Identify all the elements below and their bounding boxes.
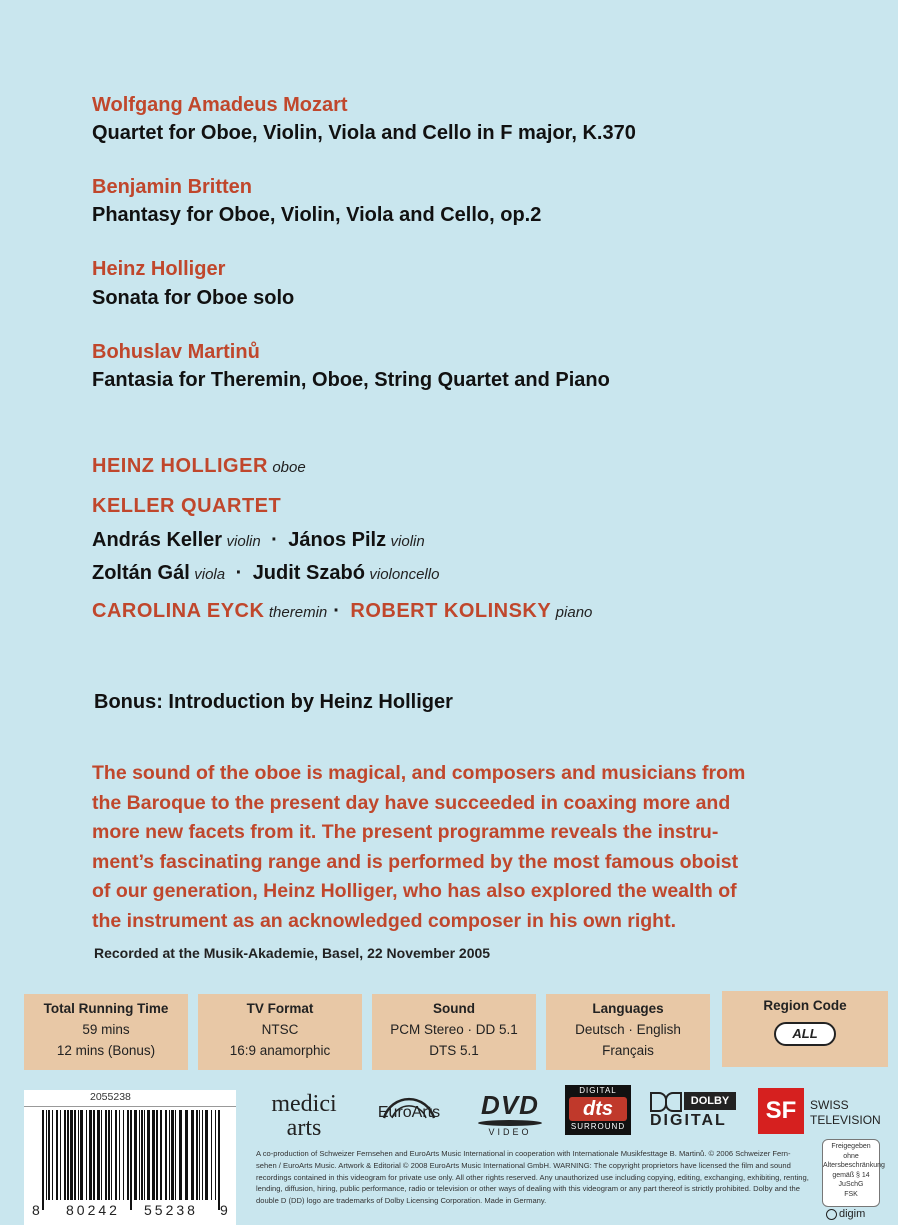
performer-instrument: violin bbox=[226, 533, 261, 550]
barcode-bar bbox=[108, 1110, 110, 1200]
medici-arts-logo bbox=[256, 1092, 352, 1140]
barcode-bar bbox=[191, 1110, 194, 1200]
composer-holliger: Heinz Holliger bbox=[92, 258, 226, 280]
barcode-bar bbox=[80, 1110, 83, 1200]
barcode-bar bbox=[147, 1110, 150, 1200]
legal-line: A co-production of Schweizer Fernsehen and EuroArts Music International in cooperation with Internationale Musikfesttage B. Martinů. © 2006 Schweizer Fern- bbox=[256, 1149, 791, 1158]
region-all-icon: ALL bbox=[774, 1022, 836, 1046]
digim-logo bbox=[826, 1208, 865, 1220]
barcode-bar bbox=[141, 1110, 143, 1200]
barcode-bar bbox=[218, 1110, 220, 1210]
barcode-bar bbox=[185, 1110, 188, 1200]
dvd-video-text: VIDEO bbox=[488, 1127, 532, 1137]
barcode-bar bbox=[97, 1110, 100, 1200]
performer-name: ROBERT KOLINSKY bbox=[350, 600, 552, 622]
info-box-line: Français bbox=[602, 1043, 654, 1058]
dolby-dd-icon bbox=[650, 1092, 682, 1112]
dolby-text: DOLBY bbox=[684, 1092, 736, 1110]
barcode-bar bbox=[74, 1110, 76, 1200]
sf-logo: SF bbox=[758, 1088, 804, 1134]
info-box-line: NTSC bbox=[261, 1022, 299, 1037]
barcode-bar bbox=[160, 1110, 162, 1200]
barcode-bar bbox=[119, 1110, 120, 1200]
info-box-running-time bbox=[24, 994, 188, 1070]
barcode-bar bbox=[169, 1110, 170, 1200]
composer-mozart: Wolfgang Amadeus Mozart bbox=[92, 94, 348, 116]
composer-martinu: Bohuslav Martinů bbox=[92, 341, 260, 363]
info-box-region-code bbox=[722, 991, 888, 1067]
work-holliger: Sonata for Oboe solo bbox=[92, 287, 295, 309]
barcode-bar bbox=[52, 1110, 53, 1200]
barcode-bar bbox=[215, 1110, 216, 1200]
barcode-bar bbox=[171, 1110, 174, 1200]
description-line: more new facets from it. The present programme reveals the instru- bbox=[92, 821, 719, 843]
barcode-bar bbox=[67, 1110, 69, 1200]
ensemble-name: KELLER QUARTET bbox=[92, 495, 282, 517]
performer-instrument: oboe bbox=[272, 459, 306, 476]
barcode-bar bbox=[78, 1110, 79, 1200]
info-box-line: PCM Stereo · DD 5.1 bbox=[390, 1022, 518, 1037]
barcode-bar bbox=[48, 1110, 50, 1200]
info-box-line: Deutsch · English bbox=[575, 1022, 681, 1037]
performer-line-holliger bbox=[92, 455, 306, 478]
dolby-digital-text: DIGITAL bbox=[650, 1112, 727, 1129]
dts-logo bbox=[565, 1085, 631, 1135]
digim-icon bbox=[826, 1209, 837, 1220]
dolby-digital-logo bbox=[650, 1092, 738, 1132]
barcode-bar bbox=[46, 1110, 47, 1200]
work-britten: Phantasy for Oboe, Violin, Viola and Cello, op.2 bbox=[92, 204, 542, 226]
info-box-title: Total Running Time bbox=[43, 1001, 169, 1016]
euroarts-logo bbox=[366, 1082, 452, 1142]
fsk-rating-badge bbox=[822, 1139, 885, 1207]
barcode-bar bbox=[144, 1110, 145, 1200]
barcode-bar bbox=[199, 1110, 200, 1200]
barcode-bar bbox=[56, 1110, 58, 1200]
fsk-line: JuSchG bbox=[838, 1181, 864, 1188]
separator: · bbox=[333, 600, 340, 622]
digim-text: digim bbox=[839, 1208, 866, 1220]
barcode-bar bbox=[196, 1110, 198, 1200]
description-line: The sound of the oboe is magical, and composers and musicians from bbox=[92, 762, 746, 784]
legal-line: double D (DD) logo are trademarks of Dolby Licensing Corporation. Made in Germany. bbox=[256, 1196, 547, 1206]
performer-name: Zoltán Gál bbox=[92, 562, 190, 584]
info-box-sound bbox=[372, 994, 536, 1070]
description-line: the instrument as an acknowledged composer in his own right. bbox=[92, 909, 677, 932]
barcode-bar bbox=[130, 1110, 132, 1210]
legal-line: lending, diffusion, hiring, public performance, radio or television or other ways of dealing with this videogram or any part thereof is strictly prohibited. Dolby and the bbox=[256, 1184, 800, 1194]
dvd-video-logo bbox=[470, 1090, 550, 1138]
barcode-bar bbox=[86, 1110, 87, 1200]
performer-name: János Pilz bbox=[288, 529, 387, 551]
performer-name: HEINZ HOLLIGER bbox=[92, 455, 268, 477]
dts-surround-text: SURROUND bbox=[570, 1122, 626, 1131]
legal-line: sehen / EuroArts Music. Artwork & Editorial © 2008 EuroArts Music International GmbH. WARNING: The copyright proprietors have licensed the film and sound bbox=[256, 1160, 791, 1170]
barcode-bar bbox=[127, 1110, 129, 1200]
barcode bbox=[24, 1090, 236, 1225]
composer-britten: Benjamin Britten bbox=[92, 176, 253, 198]
legal-line: recordings contained in this videogram for private use only. All other rights reserved. Any unauthorized use including copying, editing, exchanging, exhibiting, renting, bbox=[256, 1172, 809, 1182]
performer-instrument: violoncello bbox=[369, 566, 440, 583]
barcode-bar bbox=[89, 1110, 92, 1200]
performer-line-guests bbox=[92, 600, 592, 623]
barcode-bar bbox=[70, 1110, 73, 1200]
info-box-languages bbox=[546, 994, 710, 1070]
info-box-line: DTS 5.1 bbox=[429, 1043, 479, 1058]
performer-name: András Keller bbox=[92, 529, 223, 551]
barcode-digit-check: 9 bbox=[220, 1202, 228, 1218]
separator: · bbox=[271, 529, 278, 551]
barcode-bars bbox=[24, 1110, 236, 1210]
performer-name: CAROLINA EYCK bbox=[92, 600, 265, 622]
barcode-bar bbox=[93, 1110, 95, 1200]
barcode-digit-group-2: 55238 bbox=[144, 1202, 198, 1218]
info-box-title: Region Code bbox=[763, 998, 847, 1013]
performer-instrument: theremin bbox=[268, 604, 328, 621]
barcode-bar bbox=[205, 1110, 208, 1200]
fsk-line: Altersbeschränkung bbox=[823, 1162, 885, 1169]
barcode-bar bbox=[42, 1110, 44, 1210]
info-box-line: 16:9 anamorphic bbox=[229, 1043, 331, 1058]
barcode-bar bbox=[152, 1110, 155, 1200]
recording-note: Recorded at the Musik-Akademie, Basel, 22 November 2005 bbox=[94, 945, 491, 961]
description-line: the Baroque to the present day have succeeded in coaxing more and bbox=[92, 791, 731, 814]
barcode-bar bbox=[179, 1110, 182, 1200]
performer-instrument: piano bbox=[555, 604, 593, 621]
info-box-line: 59 mins bbox=[82, 1022, 130, 1037]
swiss-text: SWISS bbox=[810, 1098, 849, 1112]
television-text: TELEVISION bbox=[810, 1113, 881, 1127]
info-box-title: Languages bbox=[592, 1001, 664, 1016]
barcode-bar bbox=[156, 1110, 158, 1200]
euroarts-text: EuroArts bbox=[377, 1104, 441, 1121]
barcode-bar bbox=[175, 1110, 176, 1200]
arts-logo-text: arts bbox=[286, 1115, 322, 1141]
info-box-title: Sound bbox=[433, 1001, 475, 1016]
performer-name: Judit Szabó bbox=[252, 562, 365, 584]
work-martinu: Fantasia for Theremin, Oboe, String Quartet and Piano bbox=[92, 369, 610, 391]
medici-logo-text: medici bbox=[271, 1091, 337, 1117]
info-box-title: TV Format bbox=[246, 1001, 314, 1016]
info-box-tv-format bbox=[198, 994, 362, 1070]
barcode-bar bbox=[64, 1110, 66, 1200]
performer-line-viola-cello bbox=[92, 562, 439, 585]
barcode-bar bbox=[111, 1110, 112, 1200]
barcode-bar bbox=[211, 1110, 212, 1200]
barcode-digits bbox=[24, 1202, 236, 1222]
barcode-bar bbox=[165, 1110, 167, 1200]
barcode-bar bbox=[60, 1110, 61, 1200]
swiss-television-text bbox=[810, 1098, 881, 1128]
info-box-line: 12 mins (Bonus) bbox=[56, 1043, 156, 1058]
fsk-line: gemäß § 14 bbox=[832, 1171, 870, 1179]
description-line: of our generation, Heinz Holliger, who has also explored the wealth of bbox=[92, 880, 737, 902]
performer-line-violins bbox=[92, 529, 425, 552]
dts-text: dts bbox=[569, 1097, 627, 1121]
barcode-bar bbox=[123, 1110, 124, 1200]
barcode-bar bbox=[101, 1110, 102, 1200]
fsk-line: FSK bbox=[844, 1190, 858, 1198]
bonus-title: Bonus: Introduction by Heinz Holliger bbox=[94, 691, 453, 713]
dvd-text: DVD bbox=[481, 1090, 539, 1120]
barcode-bar bbox=[105, 1110, 107, 1200]
description bbox=[92, 759, 882, 936]
barcode-bar bbox=[202, 1110, 203, 1200]
barcode-digit-group-1: 80242 bbox=[66, 1202, 120, 1218]
dts-digital-text: DIGITAL bbox=[579, 1086, 617, 1095]
barcode-digit-prefix: 8 bbox=[32, 1202, 40, 1218]
fsk-line: Freigegeben bbox=[831, 1143, 871, 1150]
performer-instrument: violin bbox=[390, 533, 425, 550]
work-mozart: Quartet for Oboe, Violin, Viola and Cello in F major, K.370 bbox=[92, 122, 636, 144]
performer-instrument: viola bbox=[194, 566, 226, 583]
fsk-line: ohne bbox=[843, 1152, 859, 1160]
description-line: ment’s fascinating range and is performed by the most famous oboist bbox=[92, 850, 739, 873]
separator: · bbox=[235, 562, 243, 584]
barcode-bar bbox=[134, 1110, 137, 1200]
barcode-bar bbox=[139, 1110, 140, 1200]
legal-text bbox=[256, 1148, 816, 1207]
barcode-top-number: 2055238 bbox=[90, 1091, 131, 1103]
barcode-bar bbox=[115, 1110, 117, 1200]
